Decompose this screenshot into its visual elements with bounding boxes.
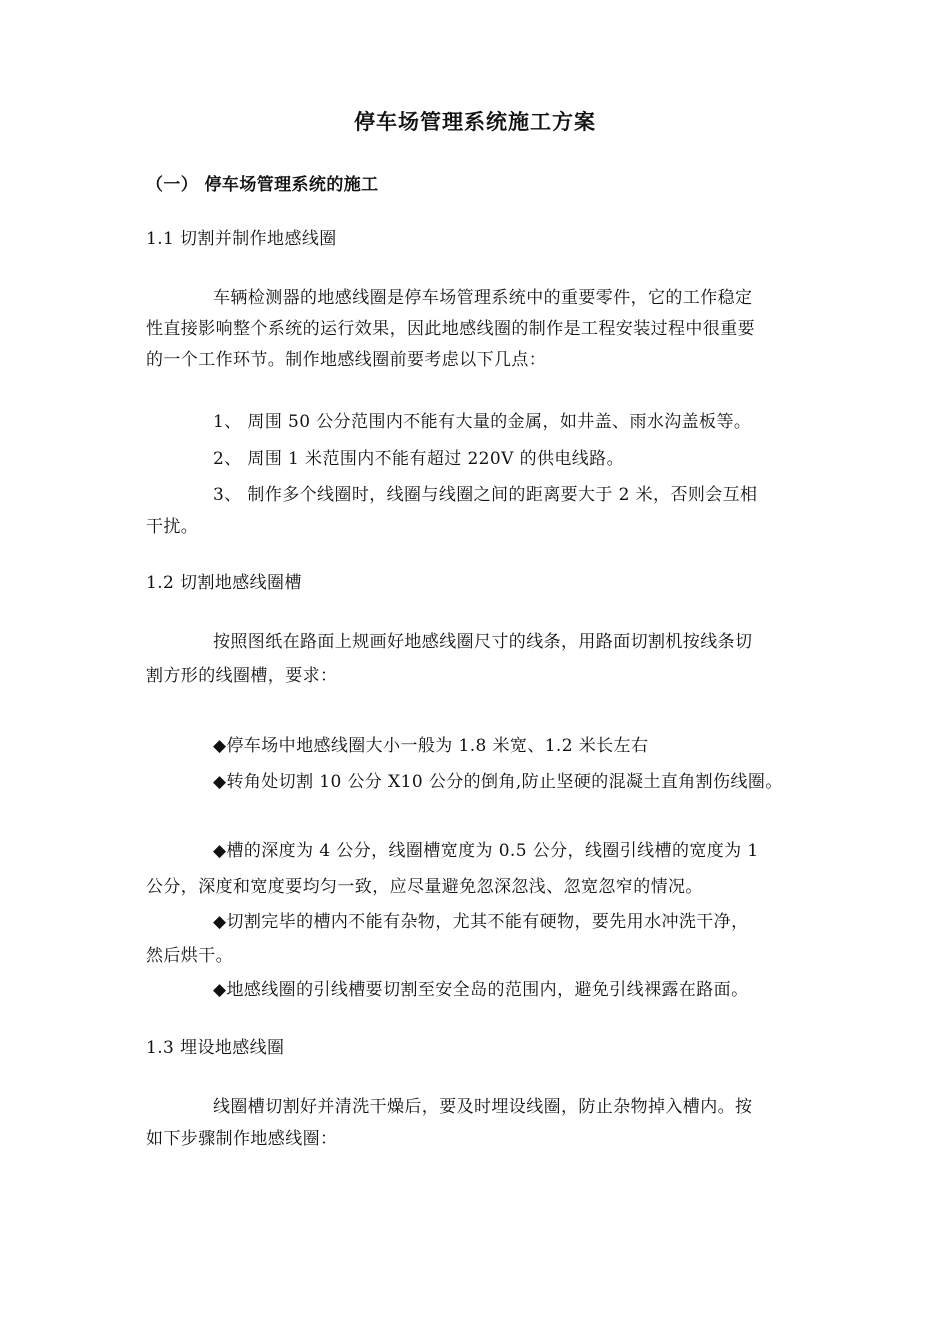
subsection-heading-1-2: 1.2 切割地感线圈槽 [146, 573, 302, 593]
paragraph-line: 的一个工作环节。制作地感线圈前要考虑以下几点： [146, 350, 547, 370]
paragraph-line: 如下步骤制作地感线圈： [146, 1129, 338, 1149]
subsection-heading-1-1: 1.1 切割并制作地感线圈 [146, 229, 337, 249]
bullet-item: ◆地感线圈的引线槽要切割至安全岛的范围内，避免引线裸露在路面。 [213, 980, 749, 1000]
bullet-item: ◆停车场中地感线圈大小一般为 1.8 米宽、1.2 米长左右 [213, 736, 649, 756]
bullet-item: ◆槽的深度为 4 公分，线圈槽宽度为 0.5 公分，线圈引线槽的宽度为 1 [213, 841, 759, 861]
paragraph-line: 按照图纸在路面上规画好地感线圈尺寸的线条，用路面切割机按线条切 [213, 632, 753, 652]
paragraph-line: 性直接影响整个系统的运行效果，因此地感线圈的制作是工程安装过程中很重要 [146, 319, 755, 339]
bullet-item: ◆切割完毕的槽内不能有杂物，尤其不能有硬物，要先用水冲洗干净， [213, 912, 749, 932]
paragraph-line: 割方形的线圈槽，要求： [146, 666, 338, 686]
subsection-heading-1-3: 1.3 埋设地感线圈 [146, 1038, 285, 1058]
bullet-item-cont: 公分，深度和宽度要均匀一致，应尽量避免忽深忽浅、忽宽忽窄的情况。 [146, 877, 703, 897]
bullet-item-cont: 然后烘干。 [146, 946, 233, 966]
numbered-point-3: 3、 制作多个线圈时，线圈与线圈之间的距离要大于 2 米，否则会互相 [213, 485, 758, 505]
numbered-point-1: 1、 周围 50 公分范围内不能有大量的金属，如井盖、雨水沟盖板等。 [213, 412, 752, 432]
numbered-point-2: 2、 周围 1 米范围内不能有超过 220V 的供电线路。 [213, 449, 624, 469]
numbered-point-3-cont: 干扰。 [146, 517, 199, 537]
document-title: 停车场管理系统施工方案 [354, 109, 596, 134]
paragraph-line: 线圈槽切割好并清洗干燥后，要及时埋设线圈，防止杂物掉入槽内。按 [213, 1097, 753, 1117]
paragraph-line: 车辆检测器的地感线圈是停车场管理系统中的重要零件，它的工作稳定 [213, 288, 753, 308]
section-heading: （一） 停车场管理系统的施工 [146, 175, 379, 195]
bullet-item: ◆转角处切割 10 公分 X10 公分的倒角,防止坚硬的混凝土直角割伤线圈。 [213, 772, 783, 792]
